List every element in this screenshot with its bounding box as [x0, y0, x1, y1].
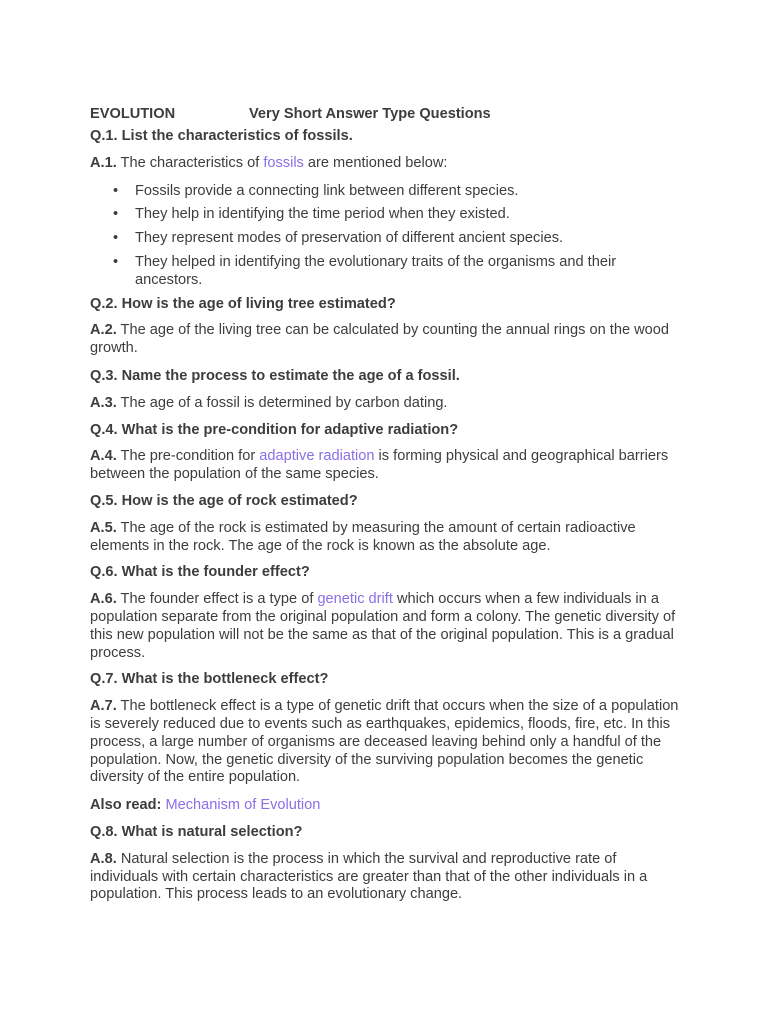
fossil-characteristics-list — [90, 183, 680, 290]
adaptive-radiation-link[interactable]: adaptive radiation — [259, 448, 375, 465]
question-4: Q.4. What is the pre-condition for adaptive radiation? — [90, 421, 459, 438]
question-7: Q.7. What is the bottleneck effect? — [90, 671, 329, 688]
question-2: Q.2. How is the age of living tree estimated? — [90, 295, 396, 312]
answer-6-text-post: which occurs when a few individuals in a population separate from the original population and form a colony. The genetic diversity of this new population will not be the same as that of the original population. This is a gradual process. — [90, 591, 676, 661]
answer-4-label: A.4. — [90, 448, 117, 465]
answer-2-label: A.2. — [90, 322, 117, 339]
answer-3 — [90, 395, 680, 413]
document-page — [90, 105, 680, 904]
bullet-icon: • — [113, 206, 119, 223]
also-read — [90, 797, 680, 815]
list-item-text: They helped in identifying the evolutionary traits of the organisms and their ancestors. — [135, 253, 617, 288]
chapter-title: EVOLUTION — [90, 106, 176, 123]
answer-1-label: A.1. — [90, 154, 117, 171]
question-1: Q.1. List the characteristics of fossils. — [90, 128, 353, 144]
answer-5 — [90, 520, 680, 556]
list-item — [90, 183, 680, 201]
question-6: Q.6. What is the founder effect? — [90, 564, 310, 581]
answer-2 — [90, 322, 680, 358]
answer-7 — [90, 698, 680, 787]
also-read-label: Also read: — [90, 797, 162, 814]
answer-8-text: Natural selection is the process in which the survival and reproductive rate of individuals with certain characteristics are greater than that of the other individuals in a population. This process leads to an evolutionary change. — [90, 850, 648, 903]
answer-4-text-pre: The pre-condition for — [116, 448, 260, 465]
answer-6 — [90, 591, 680, 662]
answer-3-text: The age of a fossil is determined by carbon dating. — [116, 394, 448, 411]
question-8: Q.8. What is natural selection? — [90, 823, 303, 840]
question-5: Q.5. How is the age of rock estimated? — [90, 492, 358, 509]
answer-1 — [90, 155, 680, 173]
answer-4 — [90, 448, 680, 484]
list-item — [90, 206, 680, 224]
bullet-icon: • — [113, 182, 119, 199]
answer-2-text: The age of the living tree can be calculated by counting the annual rings on the wood growth. — [90, 322, 670, 357]
list-item-text: They represent modes of preservation of different ancient species. — [135, 230, 564, 247]
answer-8-label: A.8. — [90, 850, 117, 867]
answer-4-text-post: is forming physical and geographical barriers between the population of the same species. — [90, 448, 669, 483]
answer-5-label: A.5. — [90, 519, 117, 536]
answer-6-label: A.6. — [90, 591, 117, 608]
document-header — [90, 105, 680, 125]
list-item-text: They help in identifying the time period when they existed. — [135, 206, 510, 223]
answer-5-text: The age of the rock is estimated by measuring the amount of certain radioactive elements in the rock. The age of the rock is known as the absolute age. — [90, 519, 636, 554]
answer-6-text-pre: The founder effect is a type of — [116, 591, 318, 608]
fossils-link[interactable]: fossils — [263, 154, 304, 171]
list-item — [90, 254, 680, 290]
section-title: Very Short Answer Type Questions — [249, 106, 491, 123]
list-item — [90, 230, 680, 248]
list-item-text: Fossils provide a connecting link between different species. — [135, 182, 519, 199]
answer-8 — [90, 851, 680, 904]
mechanism-of-evolution-link[interactable]: Mechanism of Evolution — [165, 797, 321, 814]
bullet-icon: • — [113, 253, 119, 270]
bullet-icon: • — [113, 230, 119, 247]
answer-1-text-post: are mentioned below: — [303, 154, 448, 171]
answer-7-text: The bottleneck effect is a type of genetic drift that occurs when the size of a population is severely reduced due to events such as earthquakes, epidemics, floods, fire, etc. In this process, a large number of organisms are deceased leaving behind only a handful of the population. Now, the genetic diversity of the surviving population becomes the genetic diversity of the entire population. — [90, 698, 679, 786]
answer-7-label: A.7. — [90, 698, 117, 715]
genetic-drift-link[interactable]: genetic drift — [317, 591, 393, 608]
question-3: Q.3. Name the process to estimate the age of a fossil. — [90, 367, 460, 384]
answer-3-label: A.3. — [90, 394, 117, 411]
answer-1-text-pre: The characteristics of — [116, 154, 264, 171]
